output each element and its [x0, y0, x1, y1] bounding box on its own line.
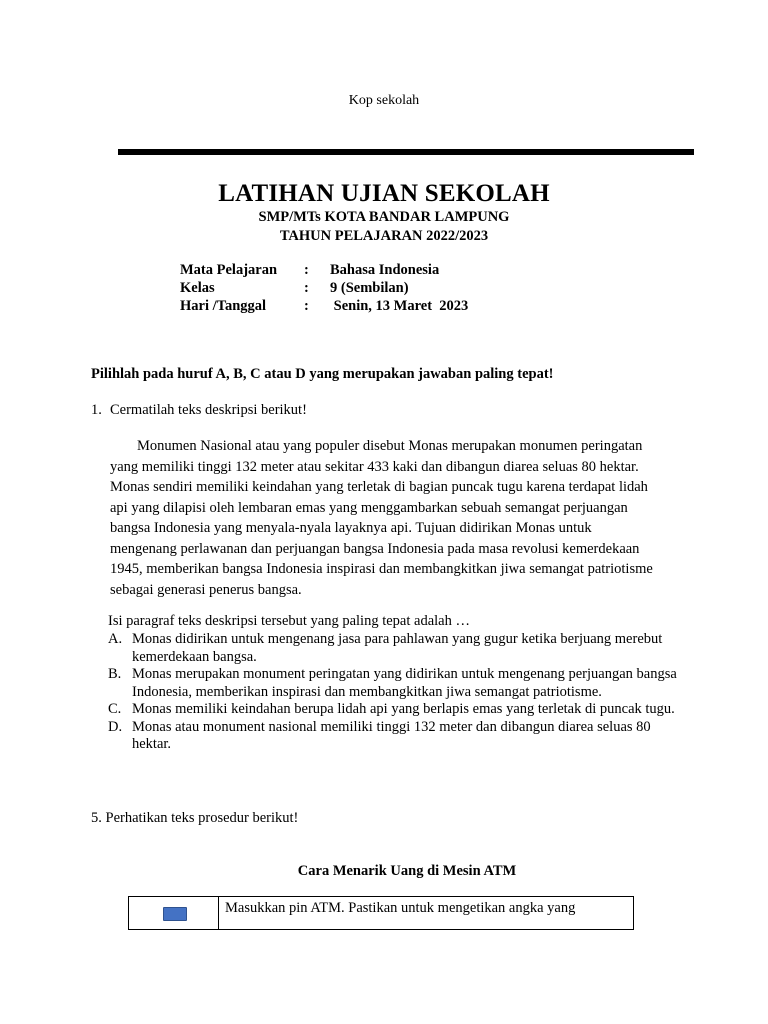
option-letter: C. — [108, 701, 122, 717]
passage-line: Monas sendiri memiliki keindahan yang terletak di bagian puncak tugu karena terdapat lidah — [110, 479, 648, 495]
option-text: Monas atau monument nasional memiliki tinggi 132 meter dan dibangun diarea seluas 80 hektar. — [132, 718, 651, 752]
exam-title: LATIHAN UJIAN SEKOLAH — [218, 180, 550, 207]
passage-line: sebagai generasi penerus bangsa. — [110, 581, 302, 598]
school-letterhead: Kop sekolah — [348, 93, 420, 108]
info-label: Mata Pelajaran — [180, 262, 278, 278]
passage-line: Monumen Nasional atau yang populer disebut Monas merupakan monumen peringatan — [137, 438, 643, 454]
passage-line: bangsa Indonesia yang menyala-nyala layaknya api. Tujuan didirikan Monas untuk — [110, 520, 592, 536]
info-row-date — [180, 298, 468, 316]
question-5-prompt: 5. Perhatikan teks prosedur berikut! — [91, 810, 299, 826]
exam-info-block — [180, 262, 468, 316]
info-value: Bahasa Indonesia — [330, 262, 440, 278]
info-row-class — [180, 280, 468, 298]
procedure-table — [128, 896, 634, 930]
info-label: Hari /Tanggal — [180, 298, 267, 314]
header-divider — [118, 149, 694, 155]
passage-line: 1945, memberikan bangsa Indonesia inspirasi dan membangkitkan jiwa semangat patriotisme — [110, 561, 653, 577]
passage-line: api yang dilapisi oleh lembaran emas yang menggambarkan sebuah semangat perjuangan — [110, 499, 628, 516]
answer-option-d[interactable] — [108, 719, 688, 754]
info-separator: : — [304, 280, 309, 296]
passage-line: mengenang perlawanan dan perjuangan bangsa Indonesia pada masa revolusi kemerdekaan — [110, 540, 640, 557]
option-text: Monas memiliki keindahan berupa lidah api yang berlapis emas yang terletak di puncak tugu. — [132, 701, 675, 717]
answer-option-c[interactable] — [108, 701, 688, 719]
table-cell-step — [129, 897, 219, 929]
info-value: 9 (Sembilan) — [330, 280, 409, 296]
exam-subtitle-year: TAHUN PELAJARAN 2022/2023 — [279, 228, 489, 244]
option-text: Monas merupakan monument peringatan yang didirikan untuk mengenang perjuangan bangsa Indonesia, memberikan inspirasi dan membangkitkan jiwa semangat patriotisme. — [132, 666, 677, 700]
option-letter: D. — [108, 718, 123, 735]
table-cell-text: Masukkan pin ATM. Pastikan untuk mengetikan angka yang — [225, 900, 576, 916]
answer-option-a[interactable] — [108, 631, 688, 666]
option-letter: B. — [108, 666, 122, 682]
info-separator: : — [304, 298, 309, 314]
option-letter: A. — [108, 631, 123, 647]
answer-options — [108, 631, 688, 754]
question-prompt: Cermatilah teks deskripsi berikut! — [110, 402, 307, 418]
description-passage — [110, 436, 680, 600]
procedure-title: Cara Menarik Uang di Mesin ATM — [297, 863, 517, 879]
answer-option-b[interactable] — [108, 666, 688, 701]
info-label: Kelas — [180, 280, 215, 296]
info-row-subject — [180, 262, 468, 280]
option-text: Monas didirikan untuk mengenang jasa para pahlawan yang gugur ketika berjuang merebut kemerdekaan bangsa. — [132, 631, 663, 665]
exam-subtitle-school: SMP/MTs KOTA BANDAR LAMPUNG — [258, 209, 510, 225]
instruction-text: Pilihlah pada huruf A, B, C atau D yang merupakan jawaban paling tepat! — [91, 366, 554, 382]
step-marker-shape — [163, 907, 187, 921]
info-value: Senin, 13 Maret 2023 — [330, 298, 469, 314]
info-separator: : — [304, 262, 309, 278]
question-1-prompt — [91, 402, 307, 419]
passage-line: yang memiliki tinggi 132 meter atau sekitar 433 kaki dan dibangun diarea seluas 80 hektar. — [110, 458, 639, 475]
question-number: 1. — [91, 402, 102, 418]
question-1-text: Isi paragraf teks deskripsi tersebut yang paling tepat adalah … — [108, 613, 470, 629]
